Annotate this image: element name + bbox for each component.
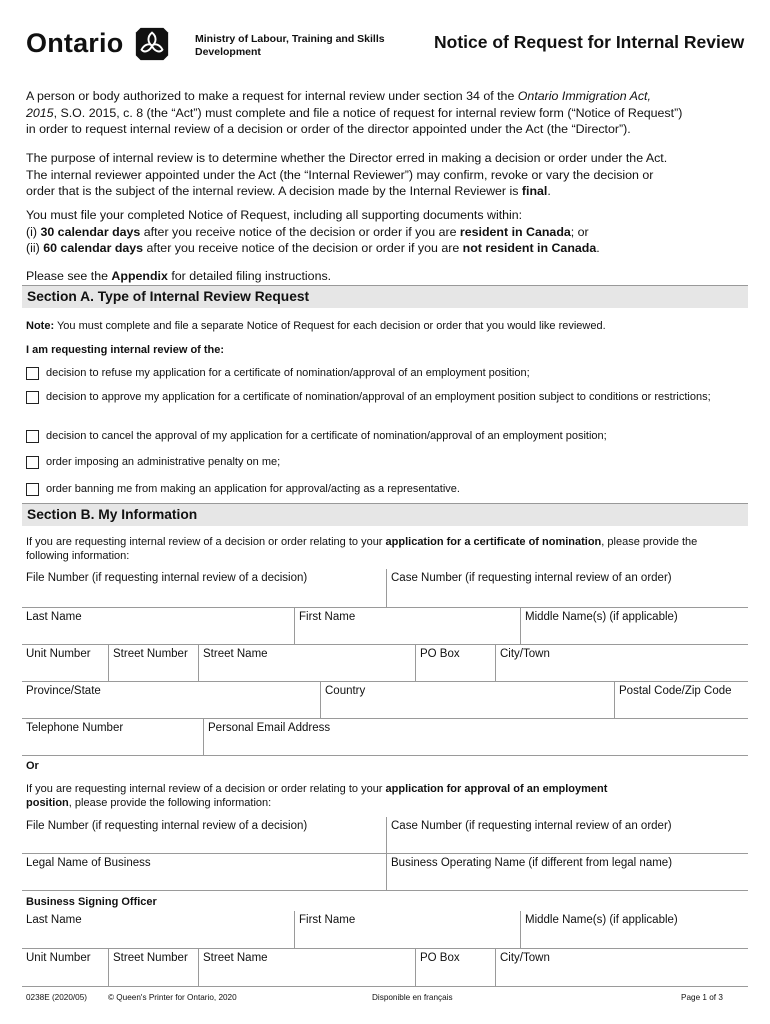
option-label: order imposing an administrative penalty on me; <box>46 456 281 468</box>
field-label: City/Town <box>500 952 550 964</box>
section-b-title: Section B. My Information <box>27 507 198 522</box>
field-label: City/Town <box>500 648 550 660</box>
ministry-name: Ministry of Labour, Training and Skills Development <box>195 33 385 58</box>
text-run: after you receive notice of the decision or order if you are <box>143 241 463 255</box>
field-label: Postal Code/Zip Code <box>619 685 732 697</box>
po-box-field[interactable] <box>415 645 495 682</box>
option-label: decision to refuse my application for a certificate of nomination/approval of an employment position; <box>46 367 530 379</box>
text-line <box>26 121 748 138</box>
postal-code-field[interactable] <box>614 682 748 719</box>
text-run: order that is the subject of the internal review. A decision made by the Internal Reviewer is <box>26 184 522 198</box>
text-run: . <box>596 241 600 255</box>
bold-text: Appendix <box>111 269 168 283</box>
note-label: Note: <box>26 320 55 332</box>
unit-number-field[interactable] <box>22 645 108 682</box>
copyright: © Queen's Printer for Ontario, 2020 <box>108 993 237 1002</box>
field-label: PO Box <box>420 952 460 964</box>
field-label: Last Name <box>26 914 82 926</box>
ontario-logo-text: Ontario <box>26 28 124 58</box>
city-town-field-2[interactable] <box>495 949 748 987</box>
option-label: decision to approve my application for a certificate of nomination/approval of an employment position subject to conditions or restrictions; <box>46 391 711 403</box>
field-row-names-2 <box>22 911 748 949</box>
form-code: 0238E (2020/05) <box>26 993 87 1002</box>
field-row-names <box>22 608 748 645</box>
text-run: , S.O. 2015, c. 8 (the “Act”) must complete and file a notice of request for internal review form (“Notice of Request”) <box>53 105 683 120</box>
field-label: Street Name <box>203 648 268 660</box>
text-line <box>26 268 748 285</box>
first-name-field-2[interactable] <box>294 911 520 949</box>
field-label: Case Number (if requesting internal review of an order) <box>391 820 672 832</box>
italic-text: 2015 <box>26 105 54 120</box>
text-run: in order to request internal review of a decision or order of the director appointed under the Act (the “Director”). <box>26 122 631 136</box>
text-run: . <box>547 184 551 198</box>
street-name-field-2[interactable] <box>198 949 415 987</box>
section-b-intro-1 <box>26 535 741 563</box>
checkbox-icon[interactable] <box>26 391 39 404</box>
field-label: Personal Email Address <box>208 722 331 734</box>
bold-text: resident in Canada <box>459 224 571 239</box>
field-label: Unit Number <box>26 952 91 964</box>
field-row-address <box>22 645 748 682</box>
intro-paragraph-2 <box>26 150 748 200</box>
field-label: Country <box>325 685 366 697</box>
checkbox-icon[interactable] <box>26 367 39 380</box>
bold-text: final <box>521 184 548 198</box>
form-title: Notice of Request for Internal Review <box>434 32 745 52</box>
case-number-field-2[interactable] <box>386 817 748 854</box>
case-number-field[interactable] <box>386 569 748 608</box>
file-number-field[interactable] <box>22 569 386 608</box>
bold-text: 60 calendar days <box>43 241 144 255</box>
field-label: Street Number <box>113 952 188 964</box>
field-row-province <box>22 682 748 719</box>
intro-text: , please provide the following information: <box>26 536 698 562</box>
ontario-trillium-icon <box>133 25 171 63</box>
checkbox-icon[interactable] <box>26 456 39 469</box>
page-number: Page 1 of 3 <box>681 993 723 1002</box>
text-line <box>26 105 748 122</box>
signing-officer-label: Business Signing Officer <box>26 896 157 908</box>
field-row-business <box>22 854 748 891</box>
text-run: after you receive notice of the decision or order if you are <box>140 224 460 239</box>
section-b-header <box>22 503 748 526</box>
email-field[interactable] <box>203 719 748 756</box>
intro-text: If you are requesting internal review of a decision or order relating to your <box>26 536 386 548</box>
field-label: Middle Name(s) (if applicable) <box>525 611 678 623</box>
text-run: ; or <box>570 224 589 239</box>
po-box-field-2[interactable] <box>415 949 495 987</box>
bold-text: 30 calendar days <box>40 224 141 239</box>
field-label: Case Number (if requesting internal review of an order) <box>391 572 672 584</box>
text-line <box>26 207 748 224</box>
field-label: Legal Name of Business <box>26 857 151 869</box>
text-run: for detailed filing instructions. <box>167 269 332 283</box>
unit-number-field-2[interactable] <box>22 949 108 987</box>
intro-paragraph-4 <box>26 268 748 285</box>
field-label: File Number (if requesting internal review of a decision) <box>26 820 308 832</box>
text-line <box>26 150 748 167</box>
last-name-field-2[interactable] <box>22 911 294 949</box>
text-run: You must file your completed Notice of Request, including all supporting documents within: <box>26 208 523 222</box>
field-label: Street Name <box>203 952 268 964</box>
middle-names-field-2[interactable] <box>520 911 748 949</box>
country-field[interactable] <box>320 682 614 719</box>
street-number-field-2[interactable] <box>108 949 198 987</box>
field-row-contact <box>22 719 748 756</box>
checkbox-icon[interactable] <box>26 430 39 443</box>
field-label: First Name <box>299 914 356 926</box>
text-line <box>26 224 748 241</box>
street-number-field[interactable] <box>108 645 198 682</box>
field-label: Last Name <box>26 611 82 623</box>
intro-paragraph-1 <box>26 88 748 138</box>
text-run: (ii) <box>26 241 44 255</box>
italic-text: Ontario Immigration Act, <box>517 89 651 103</box>
or-label: Or <box>26 760 39 772</box>
text-run: The internal reviewer appointed under the Act (the “Internal Reviewer”) may confirm, revoke or vary the decision or <box>26 167 654 182</box>
section-a-header <box>22 285 748 308</box>
requesting-label: I am requesting internal review of the: <box>26 344 225 356</box>
file-number-field-2[interactable] <box>22 817 386 854</box>
note-text: You must complete and file a separate Notice of Request for each decision or order that you would like reviewed. <box>54 320 606 332</box>
city-town-field[interactable] <box>495 645 748 682</box>
text-run: A person or body authorized to make a request for internal review under section 34 of the <box>26 89 518 103</box>
field-label: Unit Number <box>26 648 91 660</box>
intro-text: If you are requesting internal review of a decision or order relating to your <box>26 783 386 795</box>
telephone-field[interactable] <box>22 719 203 756</box>
intro-text: , please provide the following information: <box>68 797 272 809</box>
first-name-field[interactable] <box>294 608 520 645</box>
intro-bold: position <box>26 797 69 809</box>
text-line <box>26 88 748 105</box>
legal-name-field[interactable] <box>22 854 386 891</box>
intro-bold: application for approval of an employment <box>385 783 608 795</box>
last-name-field[interactable] <box>22 608 294 645</box>
text-line <box>26 183 748 200</box>
bold-text: not resident in Canada <box>462 241 597 255</box>
text-line <box>26 240 748 257</box>
field-row-file-case-2 <box>22 817 748 854</box>
operating-name-field[interactable] <box>386 854 748 891</box>
text-run: (i) <box>26 224 41 239</box>
field-label: Street Number <box>113 648 188 660</box>
text-run: Please see the <box>26 269 112 283</box>
field-label: Business Operating Name (if different from legal name) <box>391 857 673 869</box>
field-row-address-2 <box>22 949 748 987</box>
text-run: The purpose of internal review is to determine whether the Director erred in making a decision or order under the Act. <box>26 151 668 165</box>
field-label: Telephone Number <box>26 722 124 734</box>
section-b-intro-2 <box>26 782 741 810</box>
field-label: File Number (if requesting internal review of a decision) <box>26 572 308 584</box>
field-label: Province/State <box>26 685 101 697</box>
field-label: PO Box <box>420 648 460 660</box>
text-line <box>26 167 748 184</box>
option-label: decision to cancel the approval of my application for a certificate of nomination/approval of an employment position; <box>46 430 607 442</box>
section-a-title: Section A. Type of Internal Review Request <box>27 289 310 304</box>
middle-names-field[interactable] <box>520 608 748 645</box>
checkbox-icon[interactable] <box>26 483 39 496</box>
section-a-note <box>26 319 748 333</box>
field-row-file-case <box>22 569 748 608</box>
field-label: Middle Name(s) (if applicable) <box>525 914 678 926</box>
street-name-field[interactable] <box>198 645 415 682</box>
intro-paragraph-3 <box>26 207 748 257</box>
option-label: order banning me from making an application for approval/acting as a representative. <box>46 483 460 495</box>
province-state-field[interactable] <box>22 682 320 719</box>
french-availability: Disponible en français <box>372 993 453 1002</box>
field-label: First Name <box>299 611 356 623</box>
intro-bold: application for a certificate of nomination <box>385 536 602 548</box>
